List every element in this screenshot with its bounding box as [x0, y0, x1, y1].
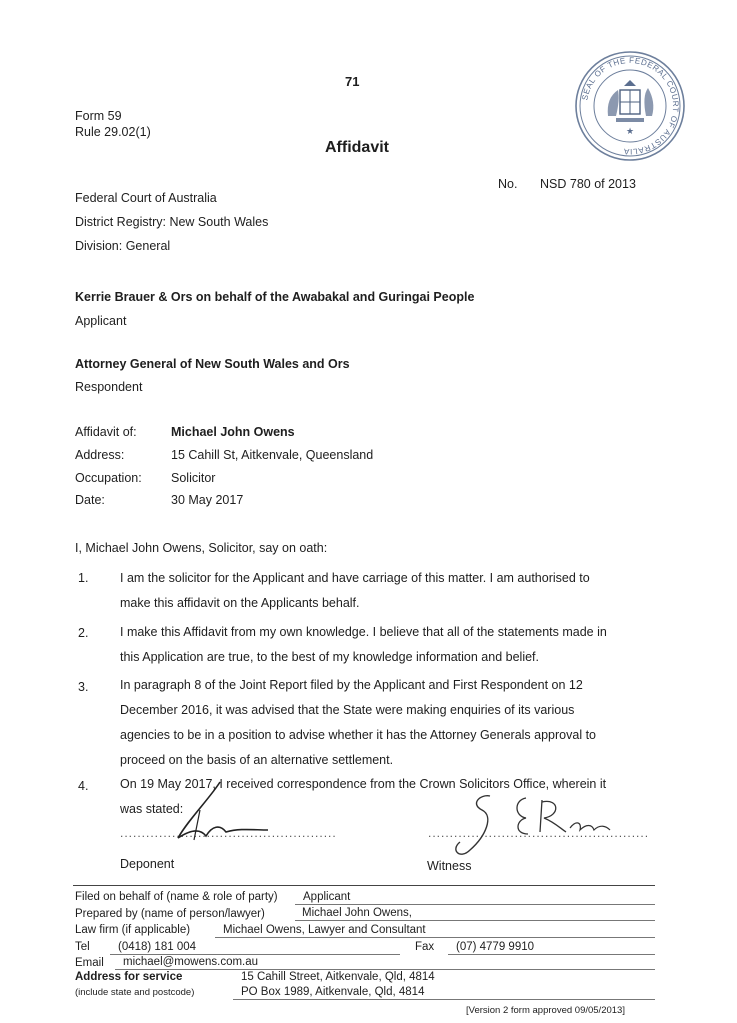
affidavit-of-label: Affidavit of: [75, 425, 137, 439]
deponent-signature-icon [160, 780, 270, 850]
applicant-role: Applicant [75, 314, 127, 328]
address-label: Address: [75, 448, 125, 462]
law-firm-value: Michael Owens, Lawyer and Consultant [223, 924, 426, 936]
paragraph-number: 4. [78, 779, 89, 793]
paragraph-1: I am the solicitor for the Applicant and have carriage of this matter. I am authorised to make this affidavit on the Applicants behalf. [120, 571, 590, 610]
form-version: [Version 2 form approved 09/05/2013] [466, 1005, 625, 1016]
fax-value: (07) 4779 9910 [456, 941, 535, 953]
fax-label: Fax [415, 941, 435, 953]
occupation-value: Solicitor [171, 471, 216, 485]
law-firm-label: Law firm (if applicable) [75, 924, 191, 936]
service-address-line-1: 15 Cahill Street, Aitkenvale, Qld, 4814 [241, 971, 435, 983]
case-number-label: No. [498, 177, 518, 191]
field-underline [215, 937, 655, 938]
deponent-signature-line: .................................................. [120, 826, 337, 840]
page-number: 71 [345, 74, 360, 89]
paragraph-number: 1. [78, 571, 89, 585]
filed-on-behalf-value: Applicant [303, 891, 351, 903]
deponent-name: Michael John Owens [171, 425, 295, 439]
prepared-by-label: Prepared by (name of person/lawyer) [75, 908, 265, 920]
paragraph-number: 2. [78, 626, 89, 640]
witness-signature-line: ................................................... [428, 826, 650, 840]
court-name: Federal Court of Australia [75, 191, 217, 205]
address-for-service-note: (include state and postcode) [75, 987, 195, 998]
footer-top-rule [73, 885, 655, 886]
address-value: 15 Cahill St, Aitkenvale, Queensland [171, 448, 374, 462]
tel-label: Tel [75, 941, 90, 953]
paragraph-4: On 19 May 2017, I received correspondence from the Crown Solicitors Office, wherein it was stated: [120, 777, 607, 816]
court-seal [574, 50, 686, 162]
respondent-role: Respondent [75, 380, 143, 394]
prepared-by-value: Michael John Owens, [302, 907, 412, 919]
tel-value: (0418) 181 004 [118, 941, 197, 953]
applicant-name: Kerrie Brauer & Ors on behalf of the Awabakal and Guringai People [75, 290, 475, 304]
paragraph-3: In paragraph 8 of the Joint Report filed by the Applicant and First Respondent on 12 December 2016, it was advised that the State were making enquiries of its various agencies to be in a position to advise whether it has the Attorney Generals approval to proceed on the basis of an alternative settlement. [120, 678, 596, 767]
paragraph-number: 3. [78, 680, 89, 694]
case-number: NSD 780 of 2013 [540, 177, 636, 191]
oath-statement: I, Michael John Owens, Solicitor, say on oath: [75, 541, 328, 555]
filed-on-behalf-label: Filed on behalf of (name & role of party) [75, 891, 278, 903]
address-for-service-label: Address for service [75, 971, 183, 983]
district-registry: District Registry: New South Wales [75, 215, 269, 229]
email-value: michael@mowens.com.au [123, 956, 259, 968]
deponent-label: Deponent [120, 857, 175, 871]
email-label: Email [75, 957, 104, 969]
form-number: Form 59 [75, 109, 122, 123]
rule-number: Rule 29.02(1) [75, 125, 151, 139]
service-address-line-2: PO Box 1989, Aitkenvale, Qld, 4814 [241, 986, 425, 998]
field-underline [295, 904, 655, 905]
document-title: Affidavit [325, 139, 389, 156]
field-underline [448, 954, 655, 955]
occupation-label: Occupation: [75, 471, 142, 485]
field-underline [295, 920, 655, 921]
seal-text: SEAL OF THE FEDERAL COURT OF AUSTRALIA [580, 55, 681, 157]
date-value: 30 May 2017 [171, 493, 244, 507]
respondent-name: Attorney General of New South Wales and Ors [75, 357, 350, 371]
seal-icon [574, 50, 686, 162]
svg-text:★: ★ [625, 126, 635, 136]
division: Division: General [75, 239, 171, 253]
paragraph-2: I make this Affidavit from my own knowledge. I believe that all of the statements made in this Application are true, to the best of my knowledge information and belief. [120, 625, 607, 664]
field-underline [233, 999, 655, 1000]
date-label: Date: [75, 493, 105, 507]
witness-label: Witness [427, 859, 472, 873]
